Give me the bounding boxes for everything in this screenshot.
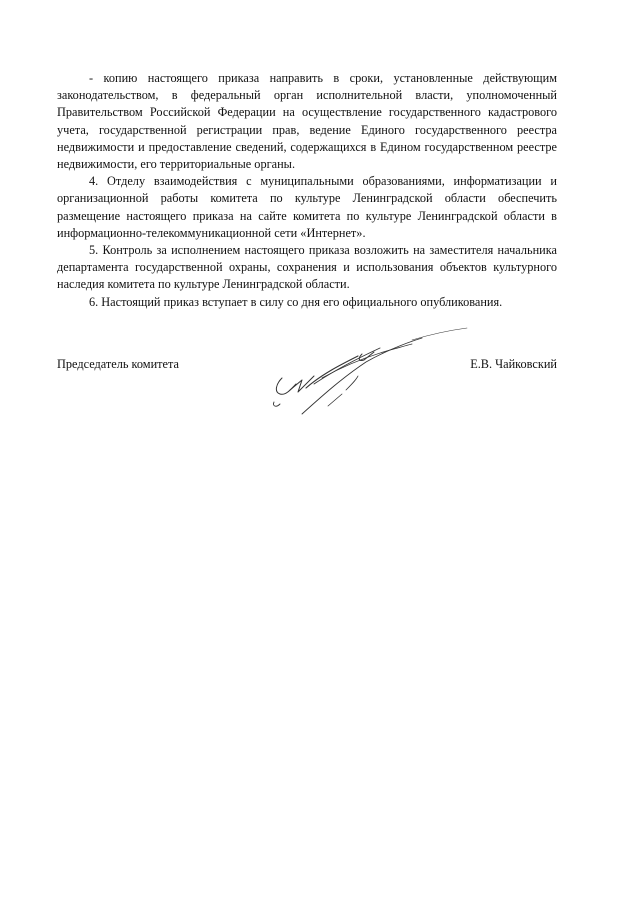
paragraph-copy-instruction: - копию настоящего приказа направить в сроки, установленные действующим законодательством, в федеральный орган исполнительной власти, уполномоченный Правительством Российской Федерации на осуществление государственного кадастрового учета, государственной регистрации прав, ведение Единого государственного реестра недвижимости и предоставление сведений, содержащихся в Едином государственном реестре недвижимости, его территориальные органы. bbox=[57, 71, 557, 172]
paragraph-item-6: 6. Настоящий приказ вступает в силу со дня его официального опубликования. bbox=[89, 294, 503, 309]
document-body bbox=[57, 70, 557, 311]
paragraph-item-5: 5. Контроль за исполнением настоящего приказа возложить на заместителя начальника департамента государственной охраны, сохранения и использования объектов культурного наследия комитета по культуре Ленинградской области. bbox=[57, 243, 557, 292]
paragraph-item-4: 4. Отделу взаимодействия с муниципальными образованиями, информатизации и организационной работы комитета по культуре Ленинградской области обеспечить размещение настоящего приказа на сайте комитета по культуре Ленинградской области в информационно-телекоммуникационной сети «Интернет». bbox=[57, 174, 557, 240]
signatory-position: Председатель комитета bbox=[57, 357, 179, 371]
signatory-name: Е.В. Чайковский bbox=[470, 357, 557, 371]
handwritten-signature bbox=[262, 318, 472, 418]
